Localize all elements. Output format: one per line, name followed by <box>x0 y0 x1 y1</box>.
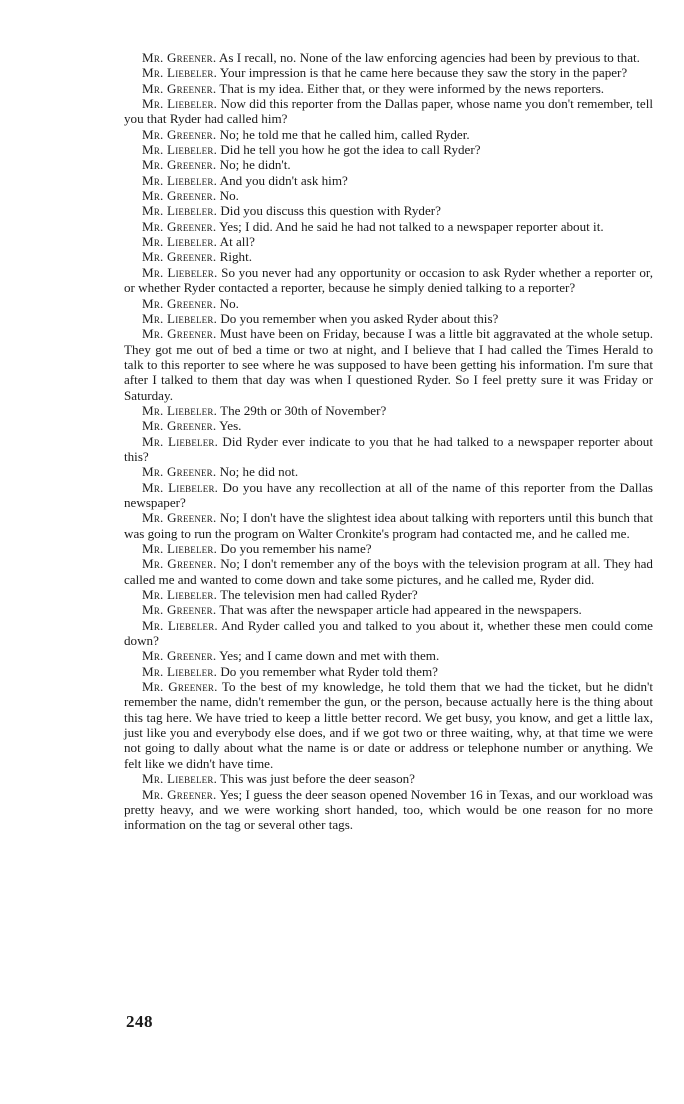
utterance-text: As I recall, no. None of the law enforcing agencies had been by previous to that. <box>218 50 640 65</box>
speaker-name: Mr. Liebeler. <box>142 65 218 81</box>
utterance-text: Yes; I did. And he said he had not talked to a newspaper reporter about it. <box>219 218 604 234</box>
transcript-paragraph <box>124 403 653 418</box>
utterance-text: No. <box>219 188 239 204</box>
transcript-paragraph <box>124 480 653 511</box>
utterance-text: Yes; I guess the deer season opened November 16 in Texas, and our workload was pretty heavy, and we were working short handed, too, which would be one reason for no more information on the tag or several other tags. <box>124 786 653 833</box>
speaker-name: Mr. Greener. <box>142 326 217 342</box>
utterance-text: This was just before the deer season? <box>220 771 415 787</box>
transcript-paragraph <box>124 127 653 142</box>
transcript-paragraph <box>124 464 653 479</box>
transcript-paragraph <box>124 541 653 556</box>
utterance-text: Did you discuss this question with Ryder? <box>220 203 441 219</box>
speaker-name: Mr. Greener. <box>142 80 217 96</box>
transcript-paragraph <box>124 771 653 786</box>
utterance-text: At all? <box>219 234 255 250</box>
transcript-paragraph <box>124 265 653 296</box>
utterance-text: The television men had called Ryder? <box>220 587 418 603</box>
transcript-paragraph <box>124 65 653 80</box>
transcript-paragraph <box>124 188 653 203</box>
utterance-text: Yes. <box>219 418 242 434</box>
transcript-paragraph <box>124 296 653 311</box>
utterance-text: That is my idea. Either that, or they were informed by the news reporters. <box>219 80 605 96</box>
transcript-paragraph <box>124 219 653 234</box>
utterance-text: So you never had any opportunity or occasion to ask Ryder whether a reporter or, or whether Ryder contacted a reporter, because he simply denied talking to a reporter? <box>124 264 653 296</box>
utterance-text: No; I don't remember any of the boys with the television program at all. They had called me and wanted to come down and take some pictures, and he called me, Ryder did. <box>124 556 653 587</box>
transcript-paragraph <box>124 96 653 127</box>
utterance-text: Your impression is that he came here because they saw the story in the paper? <box>219 65 628 81</box>
transcript-paragraph <box>124 81 653 96</box>
speaker-name: Mr. Liebeler. <box>142 310 218 326</box>
utterance-text: To the best of my knowledge, he told them that we had the ticket, but he didn't remember the name, didn't remember the gun, or the person, because actually here is the thing about this tag here. We have tried to keep a little better record. We get busy, you know, and get a little lax, just like you and everybody else does, and if we got two or three waiting, why, at that time we were not going to dally about what the name is or date or address or telephone number or anything. We felt like we didn't have time. <box>124 679 653 771</box>
transcript-paragraph <box>124 311 653 326</box>
speaker-name: Mr. Greener. <box>142 679 218 695</box>
speaker-name: Mr. Greener. <box>142 510 217 526</box>
speaker-name: Mr. Greener. <box>142 556 217 572</box>
transcript-paragraph <box>124 648 653 663</box>
utterance-text: Must have been on Friday, because I was a little bit aggravated at the whole setup. They got me out of bed a time or two at night, and I believe that I had called the Times Herald to talk to this reporter to see where he was supposed to have been getting his information. I'm sure that after I talked to them that day was when I questioned Ryder. So I feel pretty sure it was Friday or Saturday. <box>124 326 653 403</box>
transcript-paragraph <box>124 249 653 264</box>
utterance-text: Now did this reporter from the Dallas paper, whose name you don't remember, tell you that Ryder had called him? <box>124 96 653 127</box>
transcript-paragraph <box>124 510 653 541</box>
utterance-text: No; he told me that he called him, called Ryder. <box>219 126 470 142</box>
speaker-name: Mr. Liebeler. <box>142 264 218 280</box>
transcript-paragraph <box>124 326 653 403</box>
speaker-name: Mr. Greener. <box>142 602 217 618</box>
transcript-paragraph <box>124 587 653 602</box>
transcript-paragraph <box>124 173 653 188</box>
utterance-text: Do you have any recollection at all of the name of this reporter from the Dallas newspaper? <box>124 479 654 510</box>
utterance-text: Do you remember his name? <box>220 541 372 556</box>
speaker-name: Mr. Greener. <box>142 50 217 65</box>
transcript-paragraph <box>124 50 653 65</box>
speaker-name: Mr. Liebeler. <box>142 771 218 787</box>
transcript-paragraph <box>124 787 653 833</box>
speaker-name: Mr. Liebeler. <box>142 203 218 219</box>
speaker-name: Mr. Liebeler. <box>142 541 218 556</box>
speaker-name: Mr. Liebeler. <box>142 663 218 679</box>
transcript-paragraph <box>124 602 653 617</box>
speaker-name: Mr. Greener. <box>142 418 217 434</box>
utterance-text: The 29th or 30th of November? <box>220 402 387 418</box>
speaker-name: Mr. Liebeler. <box>142 617 218 633</box>
transcript-body <box>124 50 653 833</box>
transcript-paragraph <box>124 157 653 172</box>
speaker-name: Mr. Greener. <box>142 157 217 173</box>
speaker-name: Mr. Greener. <box>142 126 217 142</box>
speaker-name: Mr. Liebeler. <box>142 479 219 495</box>
transcript-paragraph <box>124 679 653 771</box>
transcript-paragraph <box>124 556 653 587</box>
transcript-paragraph <box>124 434 653 465</box>
speaker-name: Mr. Greener. <box>142 786 217 802</box>
utterance-text: No. <box>219 295 239 311</box>
speaker-name: Mr. Liebeler. <box>142 172 218 188</box>
transcript-paragraph <box>124 664 653 679</box>
speaker-name: Mr. Greener. <box>142 295 217 311</box>
speaker-name: Mr. Liebeler. <box>142 142 218 158</box>
speaker-name: Mr. Liebeler. <box>142 234 218 250</box>
utterance-text: Did he tell you how he got the idea to call Ryder? <box>220 142 481 158</box>
utterance-text: Do you remember when you asked Ryder about this? <box>220 310 499 326</box>
speaker-name: Mr. Greener. <box>142 188 217 204</box>
page-number: 248 <box>126 1012 153 1031</box>
transcript-paragraph <box>124 234 653 249</box>
transcript-paragraph <box>124 418 653 433</box>
transcript-paragraph <box>124 142 653 157</box>
speaker-name: Mr. Liebeler. <box>142 433 219 449</box>
utterance-text: Did Ryder ever indicate to you that he had talked to a newspaper reporter about this? <box>124 433 653 464</box>
utterance-text: Do you remember what Ryder told them? <box>220 663 438 679</box>
utterance-text: No; he didn't. <box>219 157 291 173</box>
speaker-name: Mr. Greener. <box>142 648 217 664</box>
speaker-name: Mr. Greener. <box>142 249 217 265</box>
speaker-name: Mr. Liebeler. <box>142 402 218 418</box>
utterance-text: No; I don't have the slightest idea about talking with reporters until this bunch that was going to run the program on Walter Cronkite's program had contacted me, and he called me. <box>124 510 654 541</box>
transcript-paragraph <box>124 203 653 218</box>
utterance-text: And Ryder called you and talked to you about it, whether these men could come down? <box>124 617 653 649</box>
speaker-name: Mr. Greener. <box>142 464 217 480</box>
speaker-name: Mr. Greener. <box>142 218 217 234</box>
speaker-name: Mr. Liebeler. <box>142 587 218 603</box>
speaker-name: Mr. Liebeler. <box>142 96 218 112</box>
transcript-paragraph <box>124 618 653 649</box>
utterance-text: Yes; and I came down and met with them. <box>219 648 440 664</box>
utterance-text: No; he did not. <box>219 464 299 480</box>
utterance-text: Right. <box>219 249 252 265</box>
utterance-text: And you didn't ask him? <box>219 172 348 188</box>
utterance-text: That was after the newspaper article had appeared in the newspapers. <box>219 602 582 618</box>
